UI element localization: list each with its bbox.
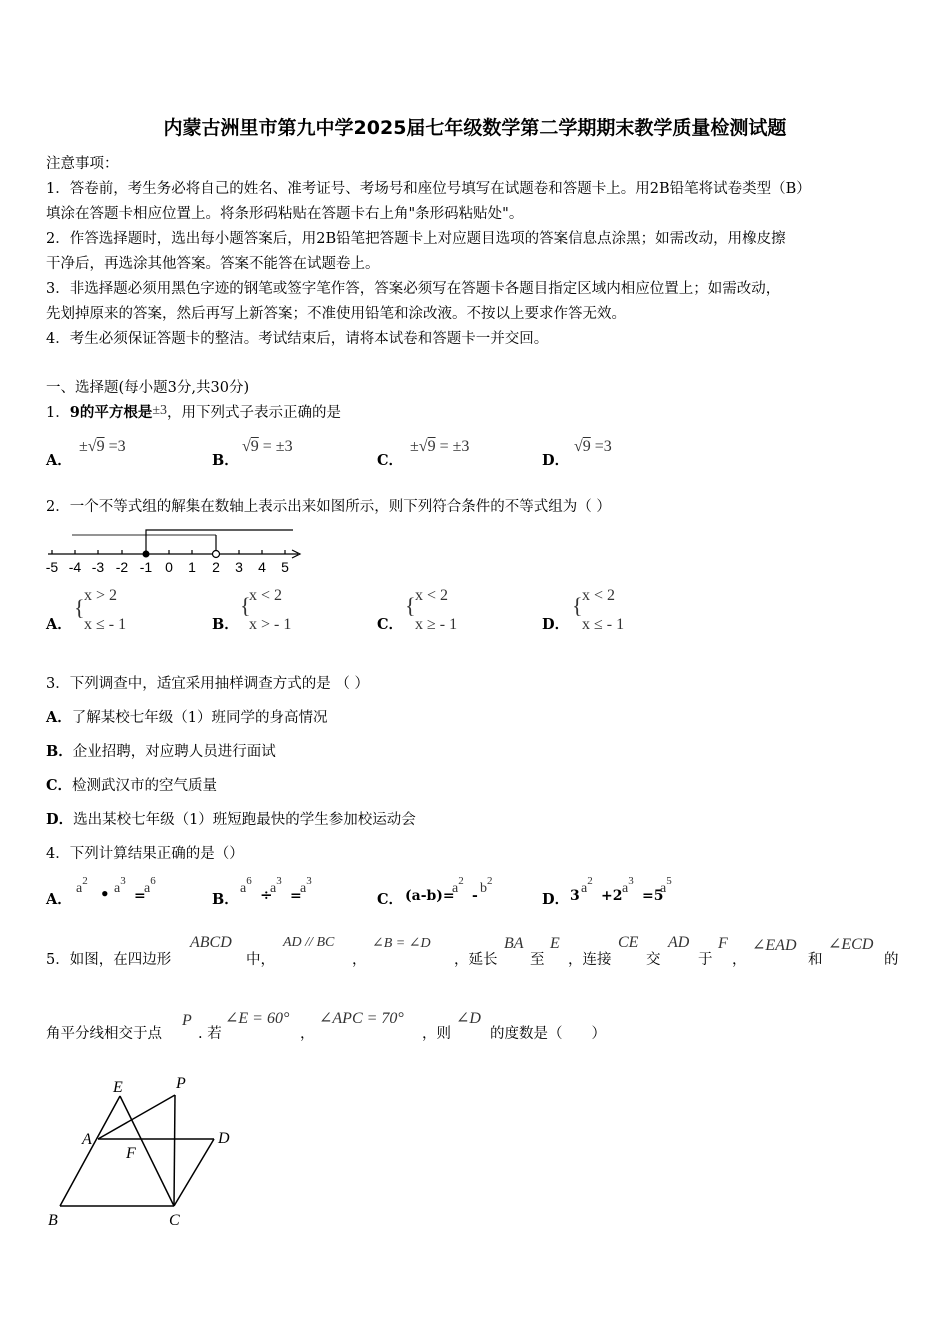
label-d: D <box>218 1130 230 1147</box>
notice-line: 1．答卷前，考生务必将自己的姓名、准考证号、考场号和座位号填写在试题卷和答题卡上。用2B铅笔将试卷类型（B） <box>46 181 811 197</box>
section-heading: 一、选择题(每小题3分,共30分) <box>46 380 250 396</box>
tick-label: 3 <box>235 559 243 575</box>
question-1-stem: 1．9的平方根是±3，用下列式子表示正确的是 <box>46 403 342 421</box>
brace: { <box>240 593 251 618</box>
tick-label: -2 <box>115 559 129 575</box>
tick-label: 4 <box>258 559 266 575</box>
option-b[interactable]: B．企业招聘，对应聘人员进行面试 <box>46 743 276 760</box>
tick-label: 5 <box>281 559 289 575</box>
closed-dot <box>143 551 150 558</box>
segment-be <box>60 1096 120 1206</box>
option-d[interactable]: D．选出某校七年级（1）班短跑最快的学生参加校运动会 <box>46 811 416 828</box>
tick-label: -4 <box>68 559 82 575</box>
label-p: P <box>176 1075 186 1092</box>
label-a: A <box>82 1131 92 1148</box>
option-c[interactable]: C．检测武汉市的空气质量 <box>46 777 218 794</box>
question-2-stem: 2．一个不等式组的解集在数轴上表示出来如图所示，则下列符合条件的不等式组为（ ） <box>46 499 611 515</box>
notice-line: 先划掉原来的答案，然后再写上新答案；不准使用铅笔和涂改液。不按以上要求作答无效。 <box>46 306 626 322</box>
quadrilateral-figure <box>40 1070 250 1232</box>
notice-line: 4．考生必须保证答题卡的整洁。考试结束后，请将本试卷和答题卡一并交回。 <box>46 331 549 347</box>
label-c: C <box>169 1212 180 1229</box>
tick-label: 2 <box>212 559 220 575</box>
notice-line: 填涂在答题卡相应位置上。将条形码粘贴在答题卡右上角"条形码粘贴处"。 <box>46 206 524 222</box>
question-5-line-2: 角平分线相交于点 P . 若 ∠E = 60° ， ∠APC = 70° ，则 ∠D 的度数是（ ） <box>46 1010 606 1042</box>
segment-ap <box>98 1095 175 1139</box>
brace: { <box>74 595 85 620</box>
question-4-options: A． $a^2$ • $a^3$ = $a^6$ B． $a^6$ ÷ $a^3$ = $a^3$ C． (a-b)= $a^2$ - $b^2$ D． 3 $a^2$ +2 $a^3$ =5 $a^5$ <box>46 875 672 908</box>
option-a[interactable]: A．了解某校七年级（1）班同学的身高情况 <box>46 709 328 726</box>
label-f: F <box>126 1145 136 1162</box>
sqrt-symbol: √ <box>242 438 251 455</box>
question-3-stem: 3．下列调查中，适宜采用抽样调查方式的是 （ ） <box>46 676 369 692</box>
question-5-line-1: 5．如图，在四边形 ABCD 中， AD // BC ， ∠B = ∠D ，延长 BA 至 E ，连接 CE 交 AD 于 F ， ∠EAD 和 ∠ECD 的 <box>46 934 899 968</box>
question-1-options: A． ±√9 =3 B． √9 = ±3 C． ±√9 = ±3 D． √9 =3 <box>46 438 612 469</box>
notice-line: 干净后，再选涂其他答案。答案不能答在试题卷上。 <box>46 256 380 272</box>
notice-line: 2．作答选择题时，选出每小题答案后，用2B铅笔把答题卡上对应题目选项的答案信息点涂黑；如需改动，用橡皮擦 <box>46 231 786 247</box>
tick-label: -5 <box>45 559 59 575</box>
question-2-options: A． { x > 2 x ≤ - 1 B． { x < 2 x > - 1 C． { x < 2 x ≥ - 1 D． { x < 2 x ≤ - 1 <box>46 587 625 633</box>
tick-label: 0 <box>165 559 173 575</box>
sqrt-symbol: √ <box>418 438 428 455</box>
notice-heading: 注意事项： <box>46 156 119 172</box>
label-b: B <box>48 1212 58 1229</box>
open-dot <box>213 551 220 558</box>
brace: { <box>405 593 416 618</box>
tick-label: -1 <box>139 559 153 575</box>
solution-ray-right <box>146 530 293 554</box>
tick-label: -3 <box>91 559 105 575</box>
sqrt-symbol: √ <box>574 438 583 455</box>
page-title: 内蒙古洲里市第九中学2025届七年级数学第二学期期末教学质量检测试题 <box>163 117 787 139</box>
notice-line: 3．非选择题必须用黑色字迹的钢笔或签字笔作答，答案必须写在答题卡各题目指定区域内相应位置上；如需改动， <box>46 281 781 297</box>
question-4-stem: 4．下列计算结果正确的是（） <box>46 846 244 862</box>
segment-pc <box>174 1095 175 1206</box>
tick-label: 1 <box>188 559 196 575</box>
segment-dc <box>174 1139 214 1206</box>
label-e: E <box>113 1079 123 1096</box>
brace: { <box>572 593 583 618</box>
sqrt-symbol: √ <box>87 438 97 455</box>
number-line-figure <box>40 522 310 578</box>
